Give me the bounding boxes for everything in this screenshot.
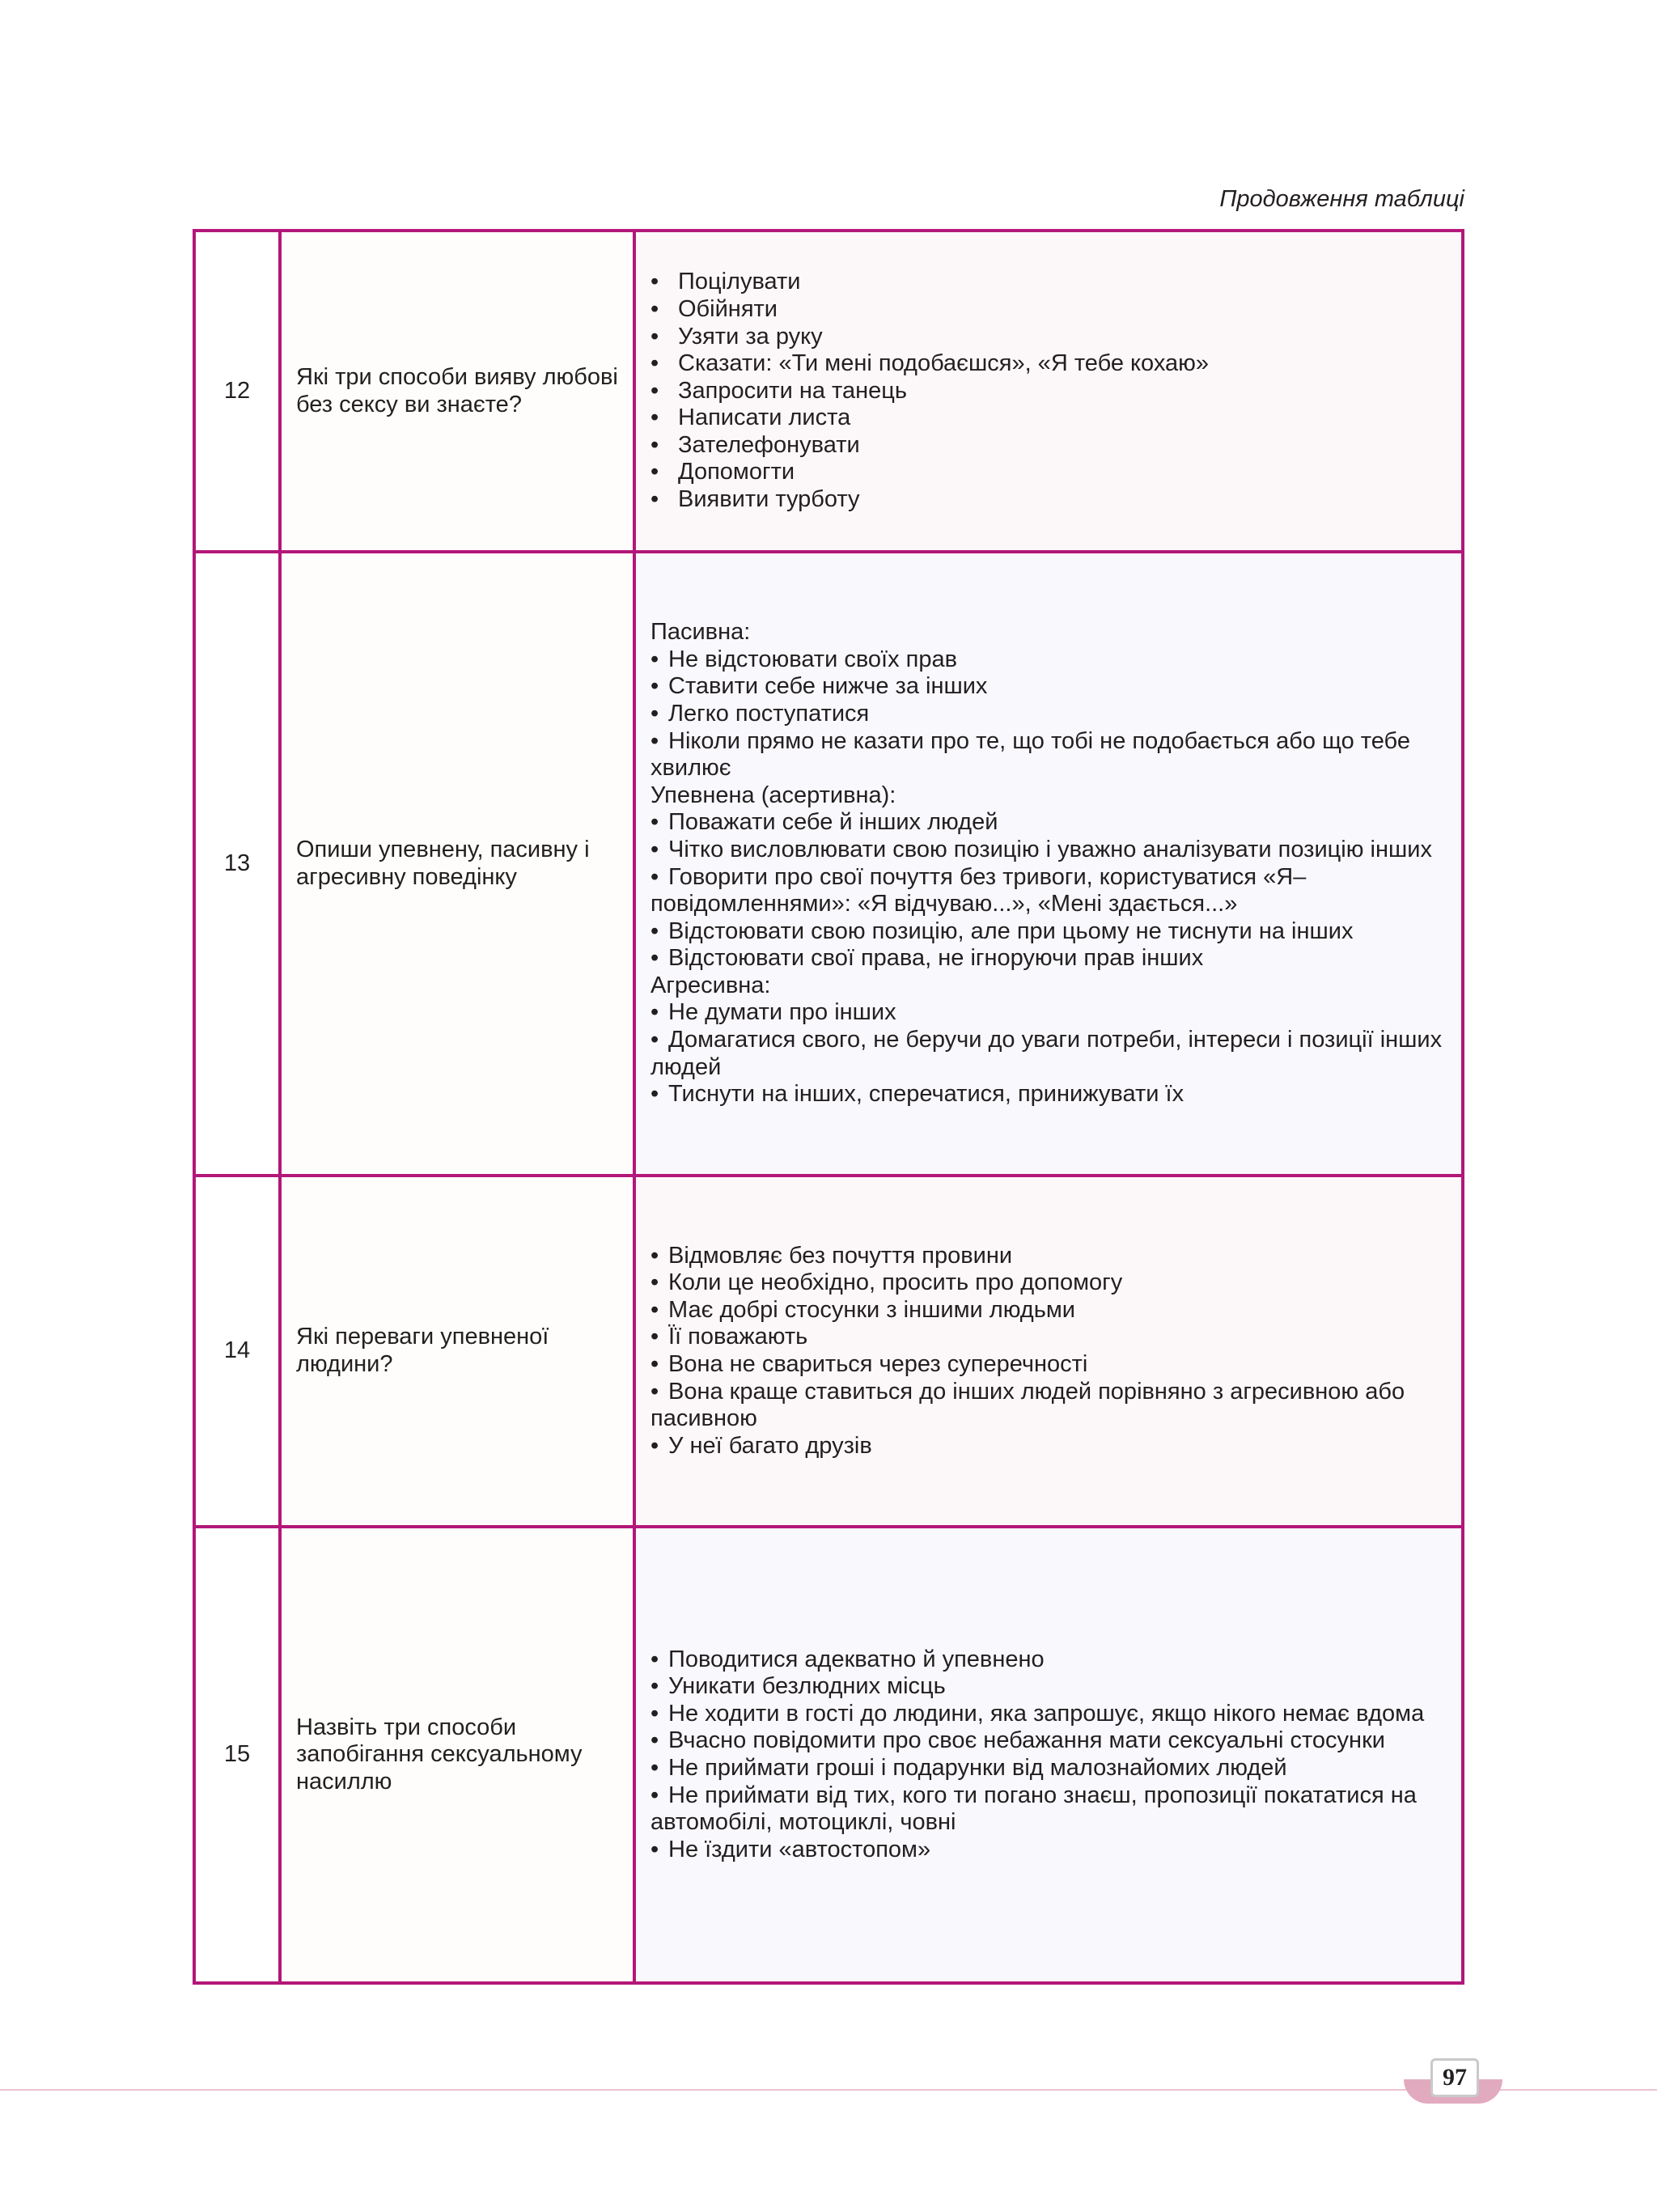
answer-text: Її поважають xyxy=(668,1324,808,1350)
answer-text: Коли це необхідно, просить про допомогу xyxy=(668,1269,1123,1296)
answer-line xyxy=(651,1701,1453,1728)
answer-line xyxy=(651,1646,1453,1674)
answer-line xyxy=(651,1755,1453,1782)
answer-text: Ставити себе нижче за інших xyxy=(668,673,988,700)
answer-text: Вона краще ставиться до інших людей порівняно з агресивною або пасивною xyxy=(651,1378,1405,1432)
answer-text: Запросити на танець xyxy=(678,377,907,404)
answer-text: Поцілувати xyxy=(678,269,801,295)
answer-line xyxy=(651,350,1453,378)
answer-line xyxy=(651,864,1453,918)
table-continuation-caption: Продовження таблиці xyxy=(1219,186,1464,212)
row-number: 14 xyxy=(194,1176,280,1527)
bullet-icon: • xyxy=(651,295,659,322)
answer-text: Узяти за руку xyxy=(678,323,823,350)
bullet-icon: • xyxy=(651,1296,659,1323)
answer-text: Допомогти xyxy=(678,459,795,485)
answer-text: Ніколи прямо не казати про те, що тобі не подобається або що тебе хвилює xyxy=(651,727,1410,782)
question-cell: Які три способи вияву любові без сексу ви знаєте? xyxy=(280,231,634,552)
bullet-icon: • xyxy=(651,405,659,431)
answer-text: Домагатися свого, не беручи до уваги потреби, інтереси і позиції інших людей xyxy=(651,1027,1443,1080)
bullet-icon: • xyxy=(651,945,659,972)
bullet-icon: • xyxy=(651,646,659,672)
answer-text: Тиснути на інших, сперечатися, принижувати їх xyxy=(668,1081,1184,1108)
bullet-icon: • xyxy=(651,1755,659,1781)
bullet-icon: • xyxy=(651,836,659,862)
answer-text: Виявити турботу xyxy=(678,486,860,513)
bullet-icon: • xyxy=(651,1836,659,1862)
table-row xyxy=(194,231,1463,552)
answer-text: Вчасно повідомити про своє небажання мати сексуальні стосунки xyxy=(668,1727,1385,1754)
answer-line xyxy=(651,1433,1453,1460)
bullet-icon: • xyxy=(651,323,659,350)
answer-text: Вона не свариться через суперечності xyxy=(668,1351,1088,1377)
answer-text: Має добрі стосунки з іншими людьми xyxy=(668,1296,1075,1323)
answer-line xyxy=(651,486,1453,514)
answer-text: Говорити про свої почуття без тривоги, користуватися «Я–повідомленнями»: «Я відчуваю...», «Мені здається...» xyxy=(651,863,1307,917)
answer-line xyxy=(651,1243,1453,1270)
bullet-icon: • xyxy=(651,1432,659,1459)
answer-line xyxy=(651,1027,1453,1081)
bullet-icon: • xyxy=(651,1782,659,1808)
answer-text: Упевнена (асертивна): xyxy=(651,782,896,808)
answer-text: Обійняти xyxy=(678,295,778,322)
answer-line xyxy=(651,728,1453,782)
bullet-icon: • xyxy=(651,1378,659,1405)
bullet-icon: • xyxy=(651,1673,659,1700)
answer-line xyxy=(651,1297,1453,1324)
answer-line xyxy=(651,1324,1453,1351)
bullet-icon: • xyxy=(651,1081,659,1108)
answer-line xyxy=(651,945,1453,973)
answer-text: Відмовляє без почуття провини xyxy=(668,1242,1013,1269)
table-row xyxy=(194,1527,1463,1983)
qa-table xyxy=(193,229,1464,1985)
answer-line xyxy=(651,1727,1453,1755)
bullet-icon: • xyxy=(651,917,659,944)
bullet-icon: • xyxy=(651,350,659,377)
answer-line xyxy=(651,1379,1453,1433)
table-row xyxy=(194,1176,1463,1527)
answer-text: Уникати безлюдних місць xyxy=(668,1673,946,1700)
bullet-icon: • xyxy=(651,1351,659,1377)
bullet-icon: • xyxy=(651,459,659,485)
bullet-icon: • xyxy=(651,727,659,754)
bullet-icon: • xyxy=(651,999,659,1026)
answer-line xyxy=(651,619,1453,646)
bullet-icon: • xyxy=(651,809,659,836)
answer-line xyxy=(651,782,1453,810)
answer-line xyxy=(651,701,1453,728)
answer-text: Зателефонувати xyxy=(678,431,860,458)
answer-line xyxy=(651,1351,1453,1379)
answer-text: Не приймати від тих, кого ти погано знаєш, пропозиції покататися на автомобілі, мотоциклі, човні xyxy=(651,1782,1417,1836)
answer-text: Не відстоювати своїх прав xyxy=(668,646,958,672)
answer-line xyxy=(651,999,1453,1027)
answer-cell xyxy=(634,1527,1463,1983)
answer-line xyxy=(651,1673,1453,1701)
answer-line xyxy=(651,809,1453,837)
bullet-icon: • xyxy=(651,1727,659,1754)
bullet-icon: • xyxy=(651,673,659,700)
answer-line xyxy=(651,296,1453,324)
answer-line xyxy=(651,973,1453,1000)
bullet-icon: • xyxy=(651,1027,659,1053)
answer-line xyxy=(651,269,1453,296)
question-cell: Які переваги упевненої людини? xyxy=(280,1176,634,1527)
bullet-icon: • xyxy=(651,1646,659,1672)
bullet-icon: • xyxy=(651,1242,659,1269)
answer-text: Поводитися адекватно й упевнено xyxy=(668,1646,1045,1672)
bullet-icon: • xyxy=(651,431,659,458)
answer-text: Не їздити «автостопом» xyxy=(668,1836,931,1862)
answer-line xyxy=(651,646,1453,674)
answer-line xyxy=(651,459,1453,486)
answer-line xyxy=(651,1081,1453,1108)
answer-line xyxy=(651,432,1453,460)
answer-line xyxy=(651,918,1453,946)
answer-text: Агресивна: xyxy=(651,972,771,998)
answer-text: У неї багато друзів xyxy=(668,1432,872,1459)
answer-line xyxy=(651,1269,1453,1297)
bullet-icon: • xyxy=(651,1269,659,1296)
answer-cell xyxy=(634,231,1463,552)
question-cell: Назвіть три способи запобігання сексуальному насиллю xyxy=(280,1527,634,1983)
answer-cell xyxy=(634,1176,1463,1527)
bullet-icon: • xyxy=(651,377,659,404)
answer-line xyxy=(651,673,1453,701)
answer-text: Сказати: «Ти мені подобаєшся», «Я тебе кохаю» xyxy=(678,350,1210,377)
answer-text: Поважати себе й інших людей xyxy=(668,809,998,836)
answer-text: Не приймати гроші і подарунки від малознайомих людей xyxy=(668,1755,1287,1781)
answer-text: Не думати про інших xyxy=(668,999,896,1026)
answer-line xyxy=(651,378,1453,405)
answer-text: Написати листа xyxy=(678,405,851,431)
answer-line xyxy=(651,1837,1453,1864)
table-row xyxy=(194,552,1463,1176)
answer-line xyxy=(651,1782,1453,1837)
row-number: 12 xyxy=(194,231,280,552)
bullet-icon: • xyxy=(651,486,659,513)
answer-line xyxy=(651,405,1453,432)
row-number: 13 xyxy=(194,552,280,1176)
answer-text: Відстоювати свою позицію, але при цьому не тиснути на інших xyxy=(668,917,1354,944)
answer-line xyxy=(651,837,1453,864)
bullet-icon: • xyxy=(651,700,659,727)
page-number: 97 xyxy=(1430,2058,1479,2097)
question-cell: Опиши упевнену, пасивну і агресивну поведінку xyxy=(280,552,634,1176)
bullet-icon: • xyxy=(651,269,659,295)
answer-text: Легко поступатися xyxy=(668,700,870,727)
answer-cell xyxy=(634,552,1463,1176)
answer-text: Чітко висловлювати свою позицію і уважно аналізувати позицію інших xyxy=(668,836,1432,862)
answer-text: Пасивна: xyxy=(651,619,751,646)
answer-line xyxy=(651,324,1453,351)
bullet-icon: • xyxy=(651,1700,659,1727)
bullet-icon: • xyxy=(651,1324,659,1350)
row-number: 15 xyxy=(194,1527,280,1983)
bullet-icon: • xyxy=(651,863,659,890)
answer-text: Відстоювати свої права, не ігноруючи прав інших xyxy=(668,945,1204,972)
answer-text: Не ходити в гості до людини, яка запрошує, якщо нікого немає вдома xyxy=(668,1700,1425,1727)
